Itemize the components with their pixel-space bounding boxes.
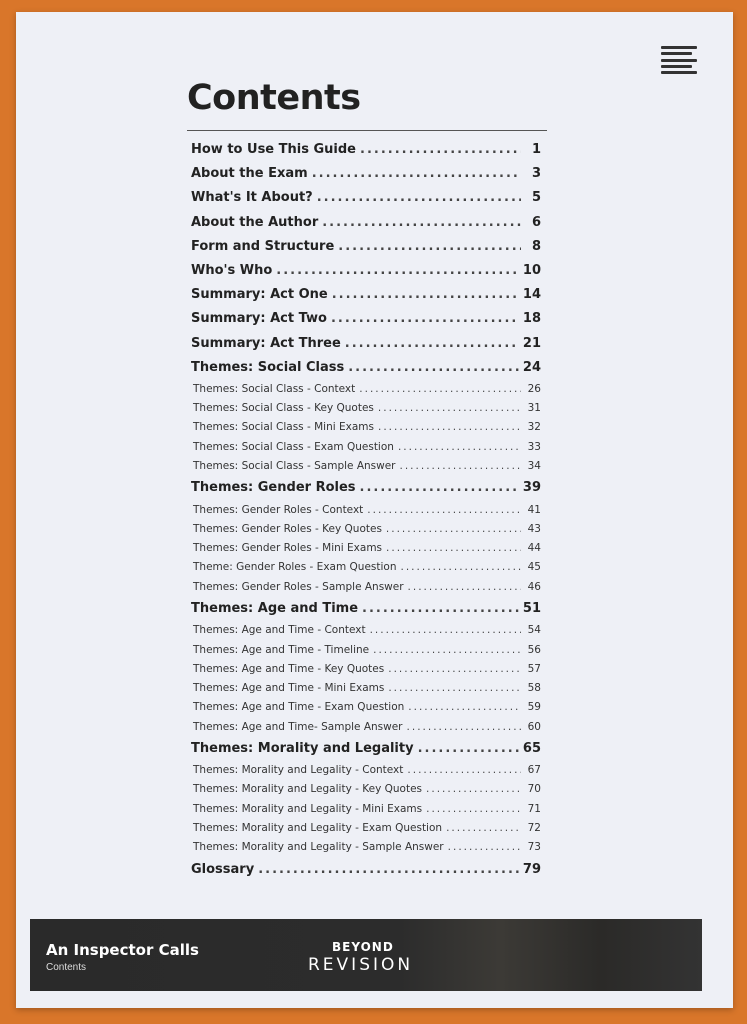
dot-leader <box>360 476 519 500</box>
toc-entry[interactable] <box>191 679 541 698</box>
table-of-contents <box>191 138 541 882</box>
toc-entry-label: Themes: Social Class - Exam Question <box>193 440 394 453</box>
toc-entry[interactable] <box>191 307 541 331</box>
toc-entry-page: 67 <box>527 764 541 777</box>
toc-entry[interactable] <box>191 780 541 799</box>
toc-entry[interactable] <box>191 438 541 457</box>
toc-entry[interactable] <box>191 501 541 520</box>
toc-entry-label: Themes: Morality and Legality - Key Quotes <box>193 783 423 796</box>
toc-entry-page: 46 <box>527 580 541 593</box>
dot-leader <box>426 780 521 799</box>
toc-entry[interactable] <box>191 235 541 259</box>
toc-entry-page: 71 <box>527 802 541 815</box>
toc-entry-label: Glossary <box>191 861 255 877</box>
toc-entry-page: 24 <box>522 359 541 375</box>
toc-entry-label: Themes: Age and Time - Exam Question <box>193 701 405 714</box>
toc-entry-page: 79 <box>522 861 541 877</box>
toc-entry-label: Themes: Social Class - Sample Answer <box>193 460 396 473</box>
toc-entry-label: Themes: Age and Time - Mini Exams <box>193 682 385 695</box>
toc-entry[interactable] <box>191 332 541 356</box>
dot-leader <box>338 235 521 259</box>
toc-entry-label: Themes: Gender Roles - Mini Exams <box>193 542 383 555</box>
toc-entry[interactable] <box>191 418 541 437</box>
toc-entry-label: Who's Who <box>191 262 273 278</box>
toc-entry-page: 51 <box>522 601 541 617</box>
dot-leader <box>378 399 521 418</box>
toc-entry-label: Themes: Morality and Legality - Context <box>193 764 404 777</box>
toc-entry[interactable] <box>191 539 541 558</box>
toc-entry-page: 26 <box>527 382 541 395</box>
toc-entry-page: 31 <box>527 402 541 415</box>
toc-entry-label: Themes: Age and Time- Sample Answer <box>193 720 403 733</box>
dot-leader <box>322 211 521 235</box>
toc-entry[interactable] <box>191 800 541 819</box>
toc-entry-page: 56 <box>527 643 541 656</box>
dot-leader <box>367 501 521 520</box>
footer-subtitle: Contents <box>46 962 87 973</box>
brand-logo-bottom: REVISION <box>308 955 414 975</box>
toc-entry[interactable] <box>191 858 541 882</box>
toc-entry-page: 18 <box>522 311 541 327</box>
dot-leader <box>276 259 519 283</box>
title-divider <box>187 130 547 131</box>
toc-entry-page: 58 <box>527 682 541 695</box>
toc-entry-label: Themes: Social Class - Mini Exams <box>193 421 374 434</box>
toc-entry[interactable] <box>191 138 541 162</box>
toc-entry[interactable] <box>191 698 541 717</box>
dot-leader <box>398 438 521 457</box>
toc-entry-label: Summary: Act Three <box>191 335 341 351</box>
toc-entry-label: Themes: Social Class - Key Quotes <box>193 402 374 415</box>
toc-entry-page: 54 <box>527 624 541 637</box>
dot-leader <box>360 138 521 162</box>
toc-entry-page: 44 <box>527 542 541 555</box>
toc-entry[interactable] <box>191 356 541 380</box>
dot-leader <box>388 660 521 679</box>
toc-entry[interactable] <box>191 660 541 679</box>
toc-entry-page: 6 <box>531 214 541 230</box>
toc-entry-page: 21 <box>522 335 541 351</box>
toc-entry-label: Themes: Age and Time - Key Quotes <box>193 662 385 675</box>
dot-leader <box>407 761 521 780</box>
toc-entry[interactable] <box>191 186 541 210</box>
toc-entry-label: Themes: Gender Roles - Context <box>193 503 364 516</box>
toc-entry[interactable] <box>191 819 541 838</box>
toc-entry[interactable] <box>191 211 541 235</box>
toc-entry-label: Themes: Gender Roles - Sample Answer <box>193 580 404 593</box>
toc-entry-page: 60 <box>527 720 541 733</box>
toc-entry-page: 34 <box>527 460 541 473</box>
dot-leader <box>426 800 521 819</box>
toc-entry-label: What's It About? <box>191 190 313 206</box>
document-page <box>16 12 733 1008</box>
toc-entry[interactable] <box>191 838 541 857</box>
dot-leader <box>359 380 521 399</box>
toc-entry-page: 72 <box>527 822 541 835</box>
toc-entry-page: 1 <box>531 142 541 157</box>
toc-entry-page: 33 <box>527 440 541 453</box>
toc-entry-page: 41 <box>527 503 541 516</box>
toc-entry-page: 70 <box>527 783 541 796</box>
menu-icon[interactable] <box>661 46 697 74</box>
toc-entry[interactable] <box>191 283 541 307</box>
toc-entry[interactable] <box>191 162 541 186</box>
dot-leader <box>446 819 521 838</box>
dot-leader <box>348 356 519 380</box>
toc-entry-label: Themes: Gender Roles <box>191 480 356 496</box>
toc-entry-label: About the Author <box>191 214 319 230</box>
dot-leader <box>332 283 519 307</box>
toc-entry[interactable] <box>191 558 541 577</box>
footer-title: An Inspector Calls <box>46 941 199 959</box>
dot-leader <box>408 698 521 717</box>
toc-entry-label: Themes: Social Class - Context <box>193 382 356 395</box>
toc-entry-page: 65 <box>522 741 541 756</box>
toc-entry[interactable] <box>191 718 541 737</box>
toc-entry[interactable] <box>191 399 541 418</box>
toc-entry-page: 59 <box>527 701 541 714</box>
dot-leader <box>386 539 521 558</box>
toc-entry[interactable] <box>191 597 541 621</box>
toc-entry-label: Themes: Age and Time - Context <box>193 624 366 637</box>
dot-leader <box>408 578 521 597</box>
toc-entry-label: Themes: Morality and Legality <box>191 741 414 756</box>
dot-leader <box>401 558 522 577</box>
toc-entry-page: 73 <box>527 841 541 854</box>
toc-entry-label: Summary: Act One <box>191 287 328 303</box>
toc-entry-label: About the Exam <box>191 166 308 182</box>
toc-entry-label: How to Use This Guide <box>191 142 357 157</box>
toc-entry-page: 45 <box>527 561 541 574</box>
dot-leader <box>418 737 519 761</box>
dot-leader <box>400 457 522 476</box>
toc-entry[interactable] <box>191 621 541 640</box>
page-footer <box>30 919 702 991</box>
toc-entry[interactable] <box>191 259 541 283</box>
toc-entry-label: Themes: Age and Time <box>191 601 359 617</box>
page-title: Contents <box>187 78 361 118</box>
toc-entry-label: Themes: Social Class <box>191 359 345 375</box>
toc-entry-label: Themes: Morality and Legality - Exam Question <box>193 822 443 835</box>
toc-entry-label: Themes: Age and Time - Timeline <box>193 643 370 656</box>
dot-leader <box>407 718 521 737</box>
toc-entry[interactable] <box>191 520 541 539</box>
toc-entry[interactable] <box>191 380 541 399</box>
toc-entry-label: Themes: Morality and Legality - Sample Answer <box>193 841 444 854</box>
toc-entry-label: Summary: Act Two <box>191 311 327 327</box>
dot-leader <box>317 186 521 210</box>
toc-entry[interactable] <box>191 457 541 476</box>
toc-entry[interactable] <box>191 641 541 660</box>
toc-entry-page: 43 <box>527 522 541 535</box>
toc-entry-page: 10 <box>522 262 541 278</box>
dot-leader <box>331 307 519 331</box>
dot-leader <box>362 597 519 621</box>
dot-leader <box>448 838 521 857</box>
toc-entry-label: Themes: Morality and Legality - Mini Exams <box>193 802 423 815</box>
toc-entry[interactable] <box>191 476 541 500</box>
toc-entry-page: 39 <box>522 480 541 496</box>
toc-entry-page: 8 <box>531 238 541 254</box>
toc-entry-label: Form and Structure <box>191 238 335 254</box>
dot-leader <box>378 418 521 437</box>
toc-entry-label: Theme: Gender Roles - Exam Question <box>193 561 397 574</box>
toc-entry-page: 32 <box>527 421 541 434</box>
toc-entry-page: 5 <box>531 190 541 206</box>
dot-leader <box>312 162 521 186</box>
toc-entry[interactable] <box>191 761 541 780</box>
dot-leader <box>345 332 519 356</box>
dot-leader <box>388 679 521 698</box>
toc-entry[interactable] <box>191 578 541 597</box>
dot-leader <box>258 858 519 882</box>
toc-entry-page: 14 <box>522 287 541 303</box>
toc-entry-page: 3 <box>531 166 541 182</box>
toc-entry-label: Themes: Gender Roles - Key Quotes <box>193 522 382 535</box>
dot-leader <box>370 621 521 640</box>
dot-leader <box>386 520 521 539</box>
toc-entry[interactable] <box>191 737 541 761</box>
brand-logo-top: BEYOND <box>332 940 394 954</box>
dot-leader <box>373 641 521 660</box>
toc-entry-page: 57 <box>527 662 541 675</box>
